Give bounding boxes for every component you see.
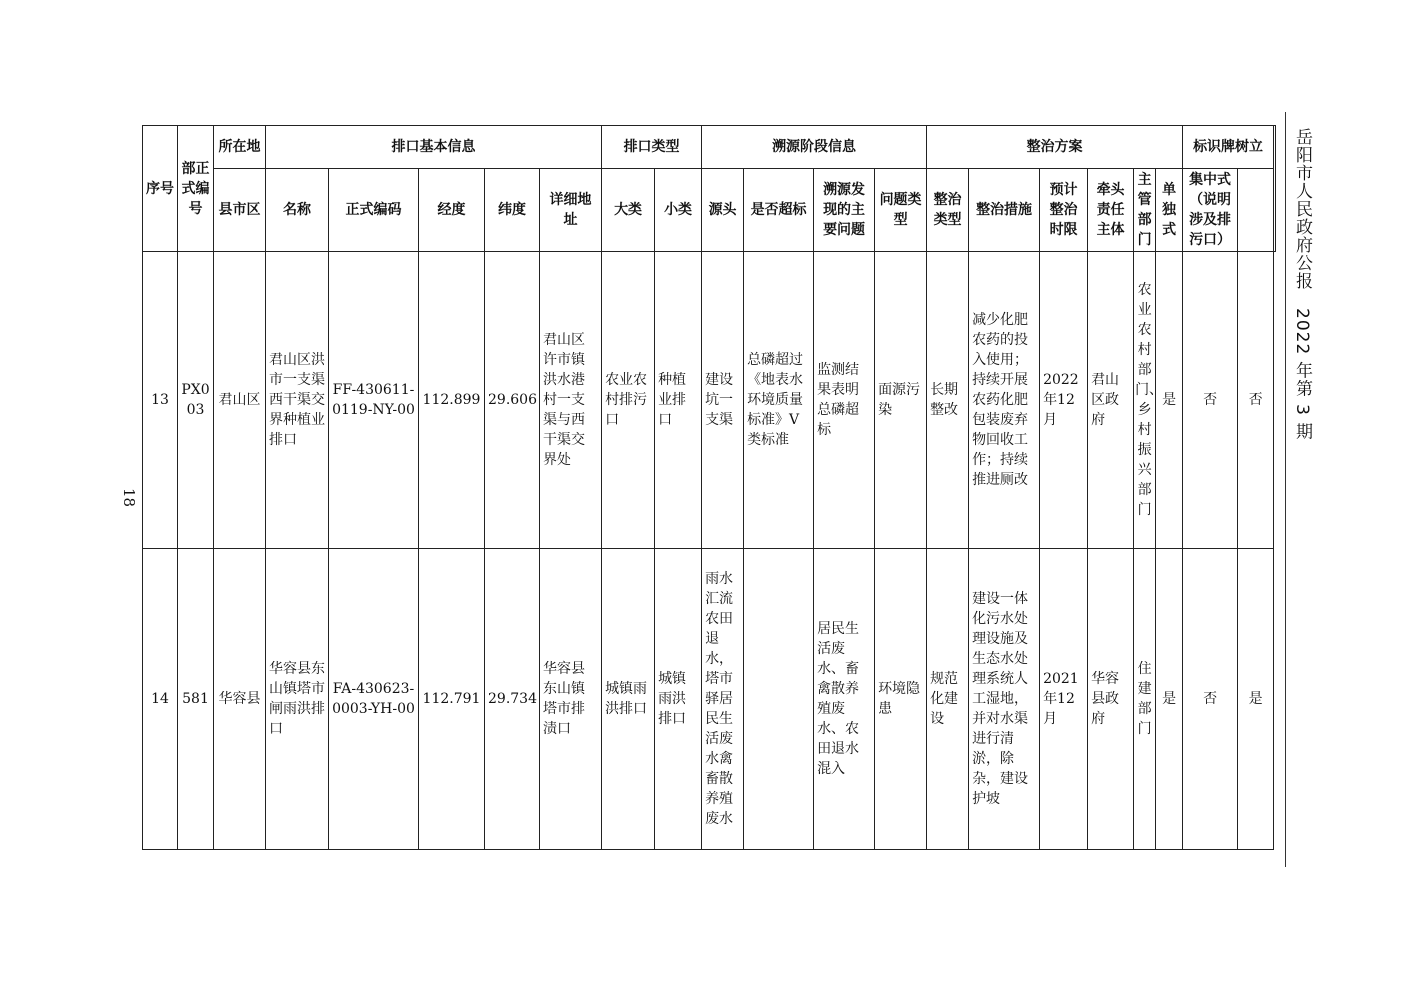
header-fix-type: 整治类型 xyxy=(927,169,969,252)
cell-source: 雨水汇流农田退水，塔市驿居民生活废水禽畜散养殖废水 xyxy=(702,549,744,850)
group-header-row xyxy=(143,126,1276,169)
cell-address: 华容县东山镇塔市排渍口 xyxy=(540,549,602,850)
header-latitude: 纬度 xyxy=(485,169,540,252)
cell-official-no: PX003 xyxy=(178,252,214,549)
outlet-table xyxy=(142,125,1276,850)
cell-completed: 否 xyxy=(1238,252,1274,549)
cell-major: 农业农村排污口 xyxy=(602,252,655,549)
cell-issue-type: 环境隐患 xyxy=(875,549,927,850)
cell-major: 城镇雨洪排口 xyxy=(602,549,655,850)
header-single: 单独式 xyxy=(1156,169,1183,252)
cell-measures: 减少化肥农药的投入使用；持续开展农药化肥包装废弃物回收工作；持续推进厕改 xyxy=(969,252,1040,549)
cell-lead: 君山区政府 xyxy=(1088,252,1134,549)
table-row xyxy=(143,252,1276,549)
header-central: 集中式（说明涉及排污口） xyxy=(1183,169,1238,252)
page-number: 18 xyxy=(120,488,138,508)
cell-fix-type: 长期整改 xyxy=(927,252,969,549)
cell-source: 建设坑一支渠 xyxy=(702,252,744,549)
header-main-issue: 溯源发现的主要问题 xyxy=(814,169,875,252)
header-official-no: 部正式编号 xyxy=(178,126,214,252)
cell-county: 华容县 xyxy=(214,549,266,850)
header-sign: 标识牌树立 xyxy=(1183,126,1274,169)
cell-code: FA-430623-0003-YH-00 xyxy=(329,549,419,850)
header-address: 详细地址 xyxy=(540,169,602,252)
cell-single: 是 xyxy=(1156,252,1183,549)
cell-minor: 城镇雨洪排口 xyxy=(655,549,702,850)
header-source: 源头 xyxy=(702,169,744,252)
cell-name: 华容县东山镇塔市闸雨洪排口 xyxy=(266,549,329,850)
cell-name: 君山区洪市一支渠西干渠交界种植业排口 xyxy=(266,252,329,549)
header-measures: 整治措施 xyxy=(969,169,1040,252)
cell-longitude: 112.791 xyxy=(419,549,485,850)
cell-official-no: 581 xyxy=(178,549,214,850)
header-code: 正式编码 xyxy=(329,169,419,252)
header-trace: 溯源阶段信息 xyxy=(702,126,927,169)
side-rule xyxy=(1285,112,1286,867)
cell-address: 君山区许市镇洪水港村一支渠与西干渠交界处 xyxy=(540,252,602,549)
cell-seq: 14 xyxy=(143,549,178,850)
cell-deadline: 2021年12月 xyxy=(1040,549,1088,850)
cell-exceed xyxy=(744,549,814,850)
cell-seq: 13 xyxy=(143,252,178,549)
cell-issue-type: 面源污染 xyxy=(875,252,927,549)
header-deadline: 预计整治时限 xyxy=(1040,169,1088,252)
cell-latitude: 29.734 xyxy=(485,549,540,850)
cell-fix-type: 规范化建设 xyxy=(927,549,969,850)
cell-lead: 华容县政府 xyxy=(1088,549,1134,850)
header-plan: 整治方案 xyxy=(927,126,1183,169)
cell-central: 否 xyxy=(1183,549,1238,850)
header-longitude: 经度 xyxy=(419,169,485,252)
cell-dept: 住建部门 xyxy=(1134,549,1156,850)
header-name: 名称 xyxy=(266,169,329,252)
header-completed xyxy=(1274,126,1276,252)
cell-code: FF-430611-0119-NY-00 xyxy=(329,252,419,549)
header-outlet-type: 排口类型 xyxy=(602,126,702,169)
header-lead: 牵头责任主体 xyxy=(1088,169,1134,252)
cell-exceed: 总磷超过《地表水环境质量标准》V类标准 xyxy=(744,252,814,549)
header-location: 所在地 xyxy=(214,126,266,169)
header-seq: 序号 xyxy=(143,126,178,252)
cell-deadline: 2022年12月 xyxy=(1040,252,1088,549)
cell-completed: 是 xyxy=(1238,549,1274,850)
header-dept: 主管部门 xyxy=(1134,169,1156,252)
cell-latitude: 29.606 xyxy=(485,252,540,549)
cell-longitude: 112.899 xyxy=(419,252,485,549)
cell-minor: 种植业排口 xyxy=(655,252,702,549)
cell-measures: 建设一体化污水处理设施及生态水处理系统人工湿地，并对水渠进行清淤，除杂，建设护坡 xyxy=(969,549,1040,850)
cell-single: 是 xyxy=(1156,549,1183,850)
cell-main-issue: 监测结果表明总磷超标 xyxy=(814,252,875,549)
cell-central: 否 xyxy=(1183,252,1238,549)
cell-main-issue: 居民生活废水、畜禽散养殖废水、农田退水混入 xyxy=(814,549,875,850)
header-outlet-basic: 排口基本信息 xyxy=(266,126,602,169)
header-county: 县市区 xyxy=(214,169,266,252)
sub-header-row xyxy=(143,169,1276,252)
header-major: 大类 xyxy=(602,169,655,252)
gazette-title: 岳阳市人民政府公报 2022 年第 3 期 xyxy=(1292,128,1312,441)
header-issue-type: 问题类型 xyxy=(875,169,927,252)
header-minor: 小类 xyxy=(655,169,702,252)
table-row xyxy=(143,549,1276,850)
cell-dept: 农业农村部门、乡村振兴部门 xyxy=(1134,252,1156,549)
cell-county: 君山区 xyxy=(214,252,266,549)
header-exceed: 是否超标 xyxy=(744,169,814,252)
